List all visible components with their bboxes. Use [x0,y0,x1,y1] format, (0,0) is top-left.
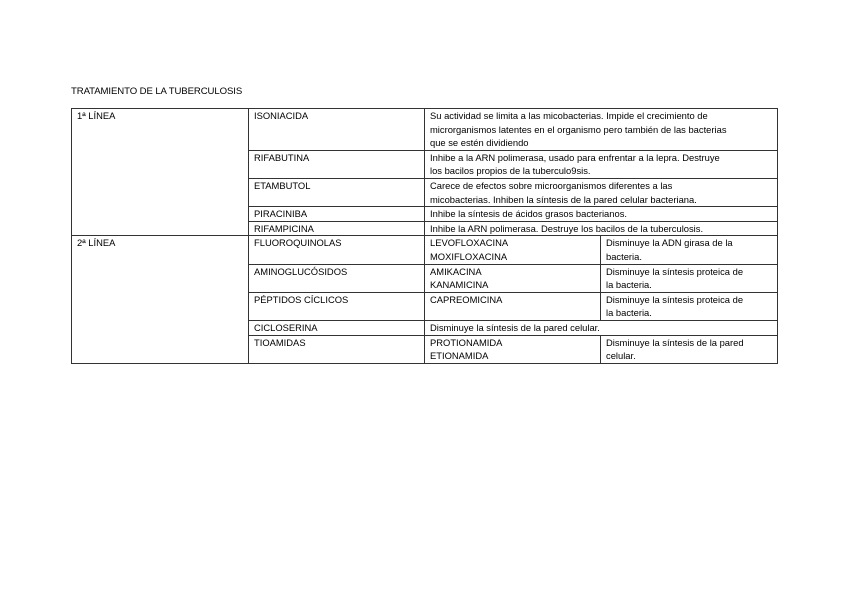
drug-group-cell [249,264,425,292]
drug-group-name: CICLOSERINA [254,321,318,333]
second-line-label-cell [72,236,249,363]
drug-name: RIFABUTINA [254,151,310,163]
drug-name: LEVOFLOXACINA [430,237,509,249]
drug-group-cell [249,335,425,363]
description-line: Carece de efectos sobre microorganismos diferentes a las [430,179,673,191]
drug-group-cell [249,236,425,264]
description-line: Inhibe a la ARN polimerasa, usado para enfrentar a la lepra. Destruye [430,151,720,163]
description-cell [425,150,778,178]
drugs-cell [425,236,601,264]
effect-cell [601,335,778,363]
table-row [72,109,778,151]
effect-cell [601,236,778,264]
description-line: micobacterias. Inhiben la síntesis de la pared celular bacteriana. [430,193,697,205]
drug-group-cell [249,320,425,335]
tuberculosis-treatment-table [71,108,778,364]
drug-group-name: TIOAMIDAS [254,336,306,348]
drug-name: CAPREOMICINA [430,293,503,305]
drug-group-cell [249,292,425,320]
drug-name: ETAMBUTOL [254,179,311,191]
drugs-cell [425,292,601,320]
page-title: TRATAMIENTO DE LA TUBERCULOSIS [71,86,243,97]
description-cell [425,207,778,222]
drug-group-name: FLUOROQUINOLAS [254,237,342,249]
drug-cell [249,109,425,151]
drugs-cell [425,264,601,292]
drug-cell [249,150,425,178]
description-line: microrganismos latentes en el organismo pero también de las bacterias [430,123,727,135]
effect-cell [601,264,778,292]
first-line-label-cell [72,109,249,236]
effect-line: celular. [606,350,636,362]
drug-name: AMIKACINA [430,265,482,277]
drug-name: PROTIONAMIDA [430,336,503,348]
drugs-cell [425,335,601,363]
drug-cell [249,221,425,236]
description-line: Inhibe la ARN polimerasa. Destruye los bacilos de la tuberculosis. [430,222,704,234]
effect-cell [601,292,778,320]
drug-cell [249,207,425,222]
drug-name: KANAMICINA [430,279,489,291]
drug-name: ETIONAMIDA [430,350,489,362]
drug-name: PIRACINIBA [254,208,308,220]
drug-name: MOXIFLOXACINA [430,250,508,262]
table-row [72,236,778,264]
effect-line: Disminuye la síntesis de la pared [606,336,744,348]
description-cell [425,109,778,151]
drug-name: ISONIACIDA [254,110,309,121]
description-cell [425,178,778,206]
drug-group-name: PÉPTIDOS CÍCLICOS [254,293,349,305]
drug-cell [249,178,425,206]
effect-line: la bacteria. [606,279,652,291]
description-line: los bacilos propios de la tuberculo9sis. [430,165,591,177]
second-line-label: 2ª LÍNEA [77,237,116,249]
drug-name: RIFAMPICINA [254,222,314,234]
description-line: Su actividad se limita a las micobacterias. Impide el crecimiento de [430,110,708,121]
first-line-label: 1ª LÍNEA [77,110,116,121]
drug-group-name: AMINOGLUCÓSIDOS [254,265,348,277]
effect-line: Disminuye la síntesis de la pared celular. [430,321,600,333]
effect-line: Disminuye la síntesis proteica de [606,265,744,277]
effect-line: Disminuye la ADN girasa de la [606,237,733,249]
effect-line: bacteria. [606,250,642,262]
description-cell [425,221,778,236]
description-line: Inhibe la síntesis de ácidos grasos bacterianos. [430,208,627,220]
effect-line: la bacteria. [606,307,652,319]
effect-line: Disminuye la síntesis proteica de [606,293,744,305]
effect-cell [425,320,778,335]
description-line: que se estén dividiendo [430,137,529,149]
